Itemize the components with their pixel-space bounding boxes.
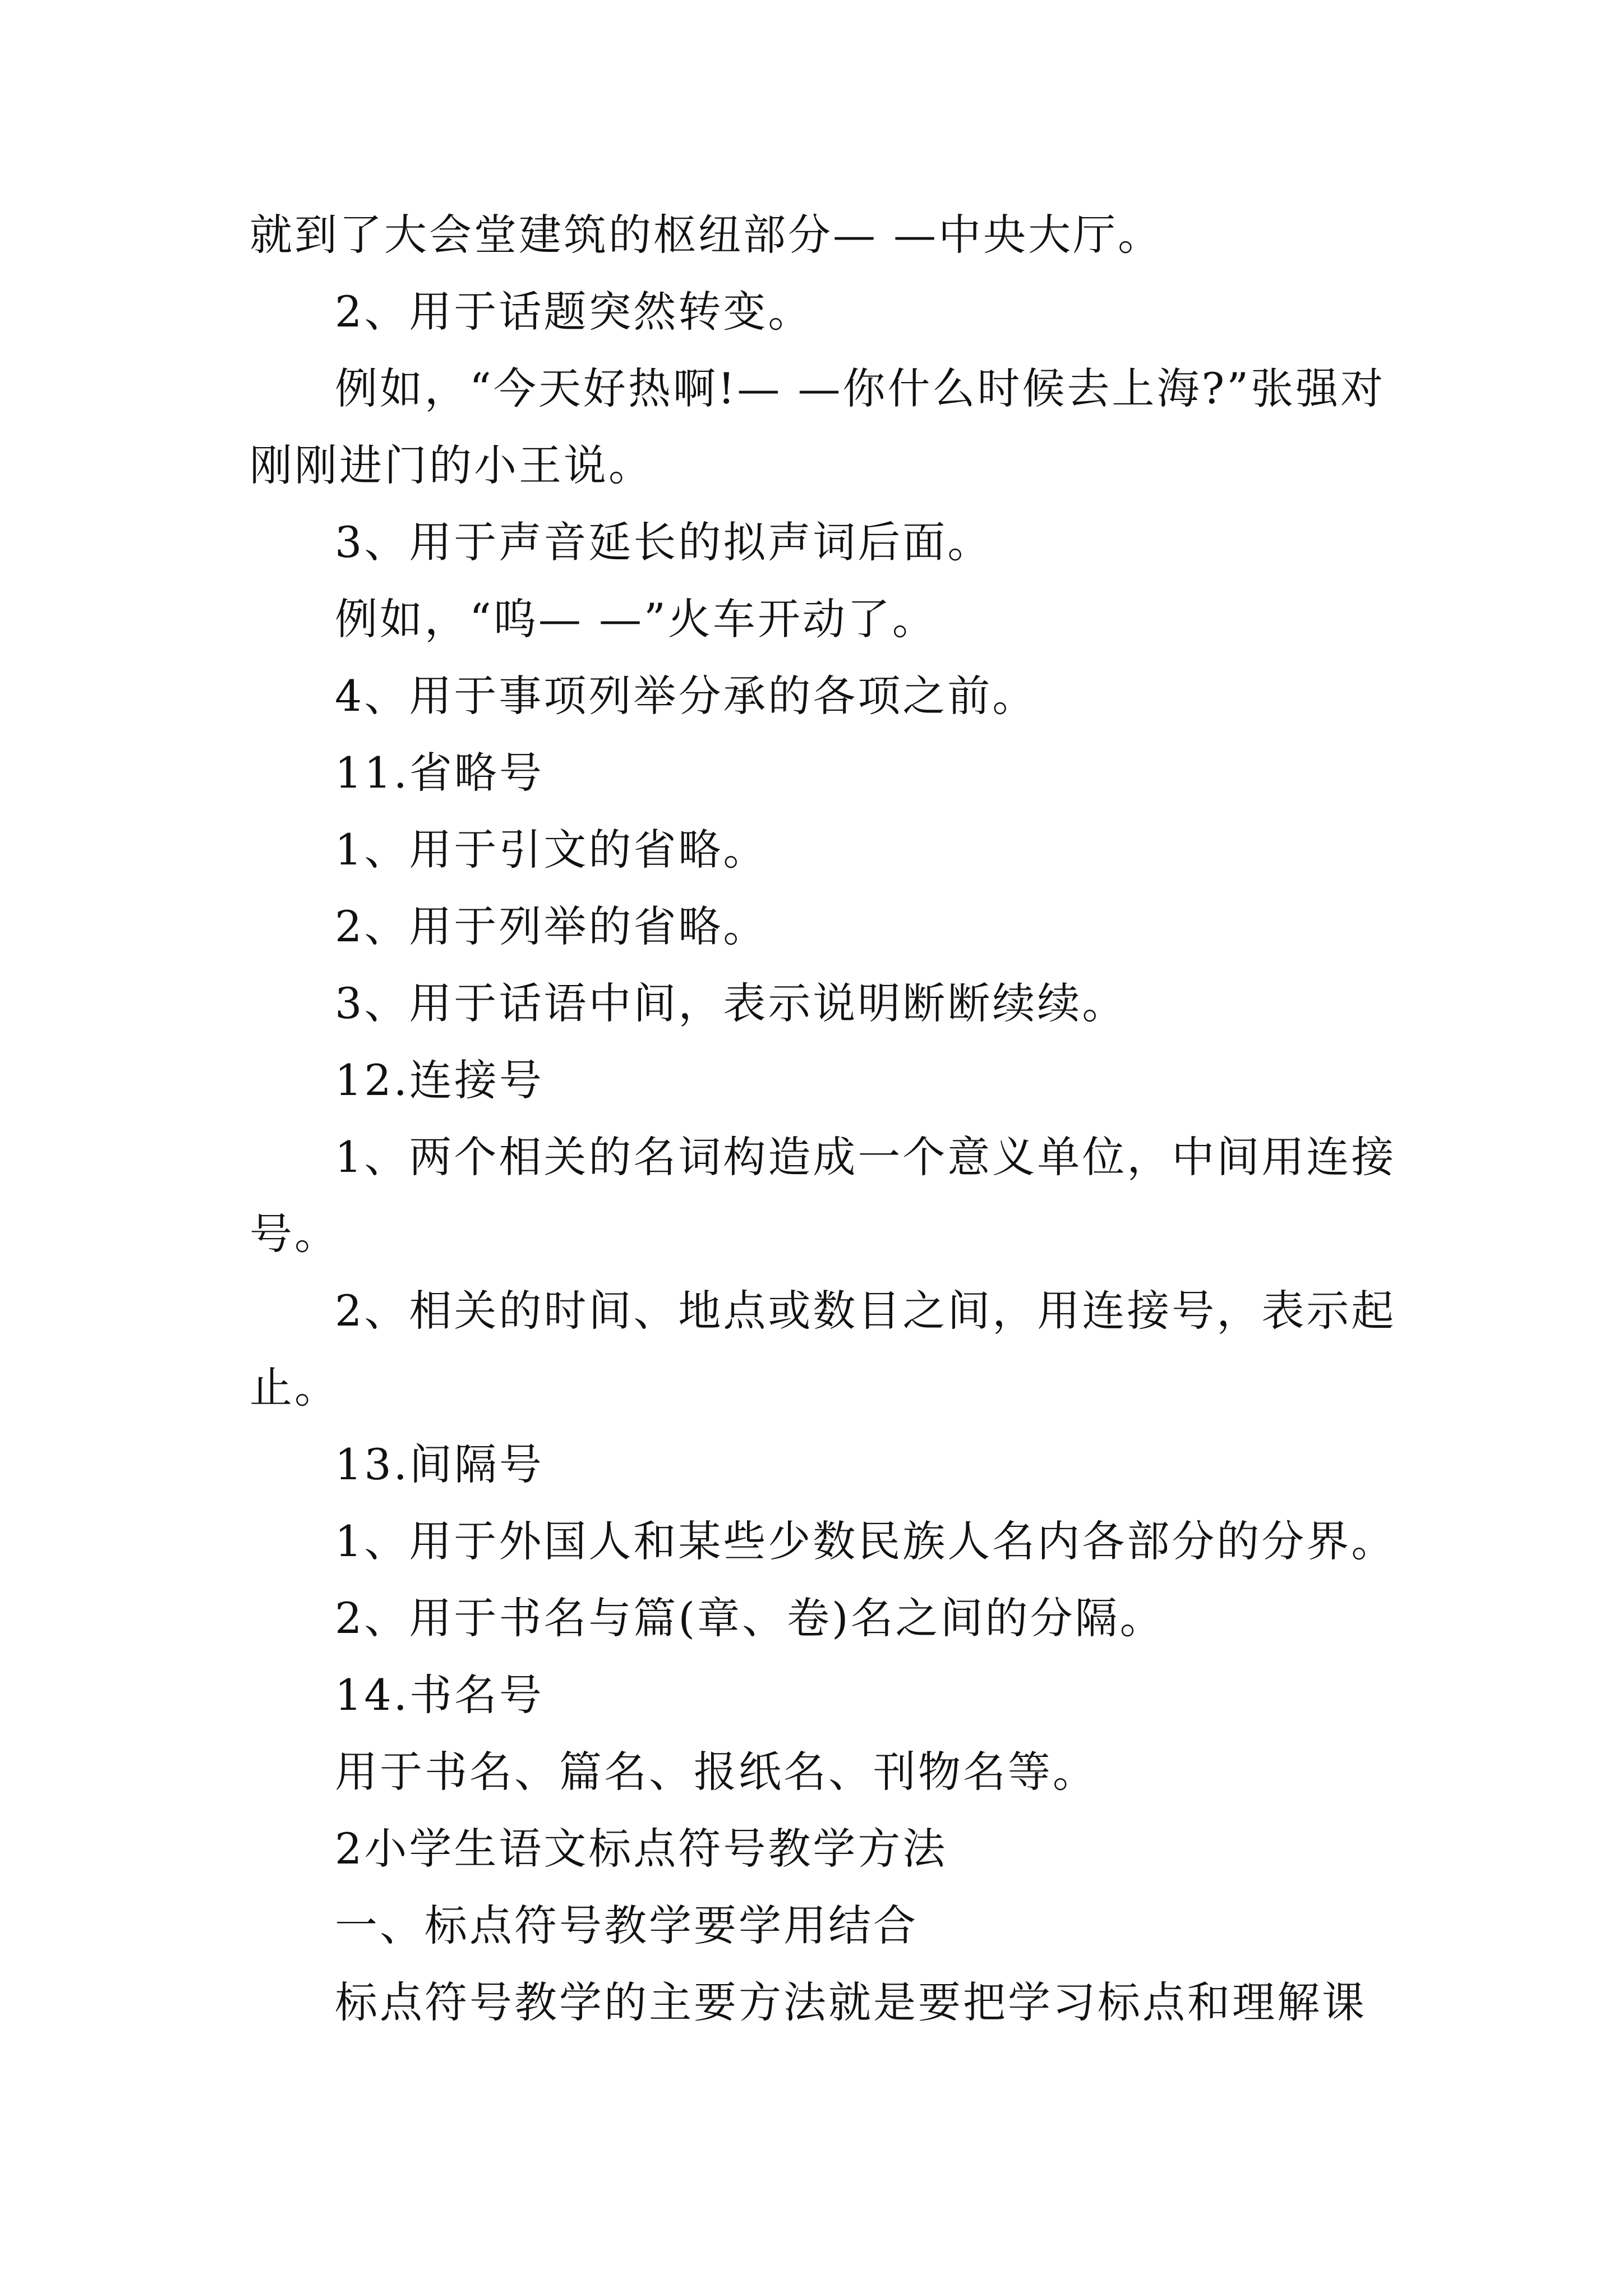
text-line: 2、用于书名与篇(章、卷)名之间的分隔。 [335, 1593, 1165, 1643]
text-line: 止。 [250, 1363, 339, 1412]
text-line: 例如，“今天好热啊!— —你什么时候去上海?”张强对 [335, 364, 1386, 413]
section-heading: 12.连接号 [335, 1055, 544, 1105]
text-line: 2、用于话题突然转变。 [335, 287, 813, 337]
subsection-heading: 一、标点符号教学要学用结合 [335, 1901, 918, 1950]
body-text [250, 196, 1396, 2041]
section-heading: 2小学生语文标点符号教学方法 [335, 1824, 948, 1874]
text-line: 1、两个相关的名词构造成一个意义单位，中间用连接 [335, 1132, 1396, 1182]
text-line: 就到了大会堂建筑的枢纽部分— —中央大厅。 [250, 210, 1163, 260]
text-line: 2、用于列举的省略。 [335, 901, 768, 951]
text-line: 2、相关的时间、地点或数目之间，用连接号，表示起 [335, 1286, 1396, 1336]
text-line: 1、用于引文的省略。 [335, 825, 768, 875]
text-line: 4、用于事项列举分承的各项之前。 [335, 671, 1038, 721]
text-line: 刚刚进门的小王说。 [250, 440, 653, 490]
text-line: 3、用于话语中间，表示说明断断续续。 [335, 978, 1127, 1028]
section-heading: 11.省略号 [335, 748, 544, 798]
text-line: 3、用于声音延长的拟声词后面。 [335, 517, 993, 567]
section-heading: 14.书名号 [335, 1670, 544, 1720]
text-line: 1、用于外国人和某些少数民族人名内各部分的分界。 [335, 1516, 1396, 1566]
text-line: 用于书名、篇名、报纸名、刊物名等。 [335, 1747, 1098, 1797]
text-line: 号。 [250, 1209, 339, 1259]
text-line: 标点符号教学的主要方法就是要把学习标点和理解课 [335, 1977, 1367, 2027]
section-heading: 13.间隔号 [335, 1439, 544, 1489]
text-line: 例如，“呜— —”火车开动了。 [335, 594, 937, 644]
